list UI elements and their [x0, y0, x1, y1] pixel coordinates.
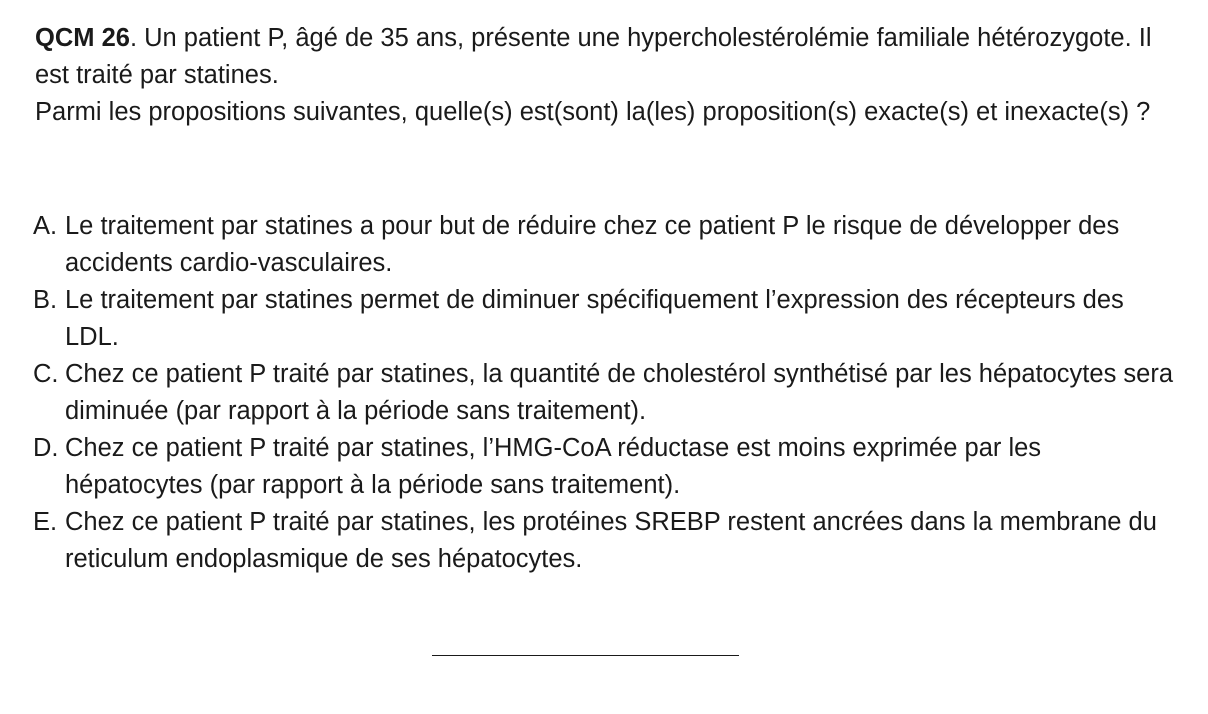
option-text: Le traitement par statines a pour but de réduire chez ce patient P le risque de développer des accidents cardio-vasculaires.: [65, 212, 1120, 277]
option-text: Chez ce patient P traité par statines, les protéines SREBP restent ancrées dans la membrane du reticulum endoplasmique de ses hépatocytes.: [65, 508, 1157, 573]
option-letter: B.: [33, 286, 58, 314]
option-letter: D.: [33, 434, 59, 462]
option-b: [33, 282, 1183, 356]
question-intro: [35, 20, 1175, 94]
option-letter: C.: [33, 360, 59, 388]
option-letter: E.: [33, 508, 58, 536]
question-block: [35, 20, 1175, 131]
option-text: Chez ce patient P traité par statines, la quantité de cholestérol synthétisé par les hépatocytes sera diminuée (par rapport à la période sans traitement).: [65, 360, 1174, 425]
option-c: [33, 356, 1183, 430]
answer-options-list: [33, 208, 1183, 578]
option-text: Chez ce patient P traité par statines, l’HMG-CoA réductase est moins exprimée par les hépatocytes (par rapport à la période sans traitement).: [65, 434, 1042, 499]
option-letter: A.: [33, 212, 58, 240]
question-instruction: Parmi les propositions suivantes, quelle(s) est(sont) la(les) proposition(s) exacte(s) et inexacte(s) ?: [35, 98, 1151, 126]
question-stem: . Un patient P, âgé de 35 ans, présente une hypercholestérolémie familiale hétérozygote. Il est traité par statines.: [35, 24, 1152, 89]
separator-line: [432, 655, 739, 656]
option-a: [33, 208, 1183, 282]
option-d: [33, 430, 1183, 504]
option-e: [33, 504, 1183, 578]
option-text: Le traitement par statines permet de diminuer spécifiquement l’expression des récepteurs des LDL.: [65, 286, 1124, 351]
question-number: QCM 26: [35, 24, 130, 52]
